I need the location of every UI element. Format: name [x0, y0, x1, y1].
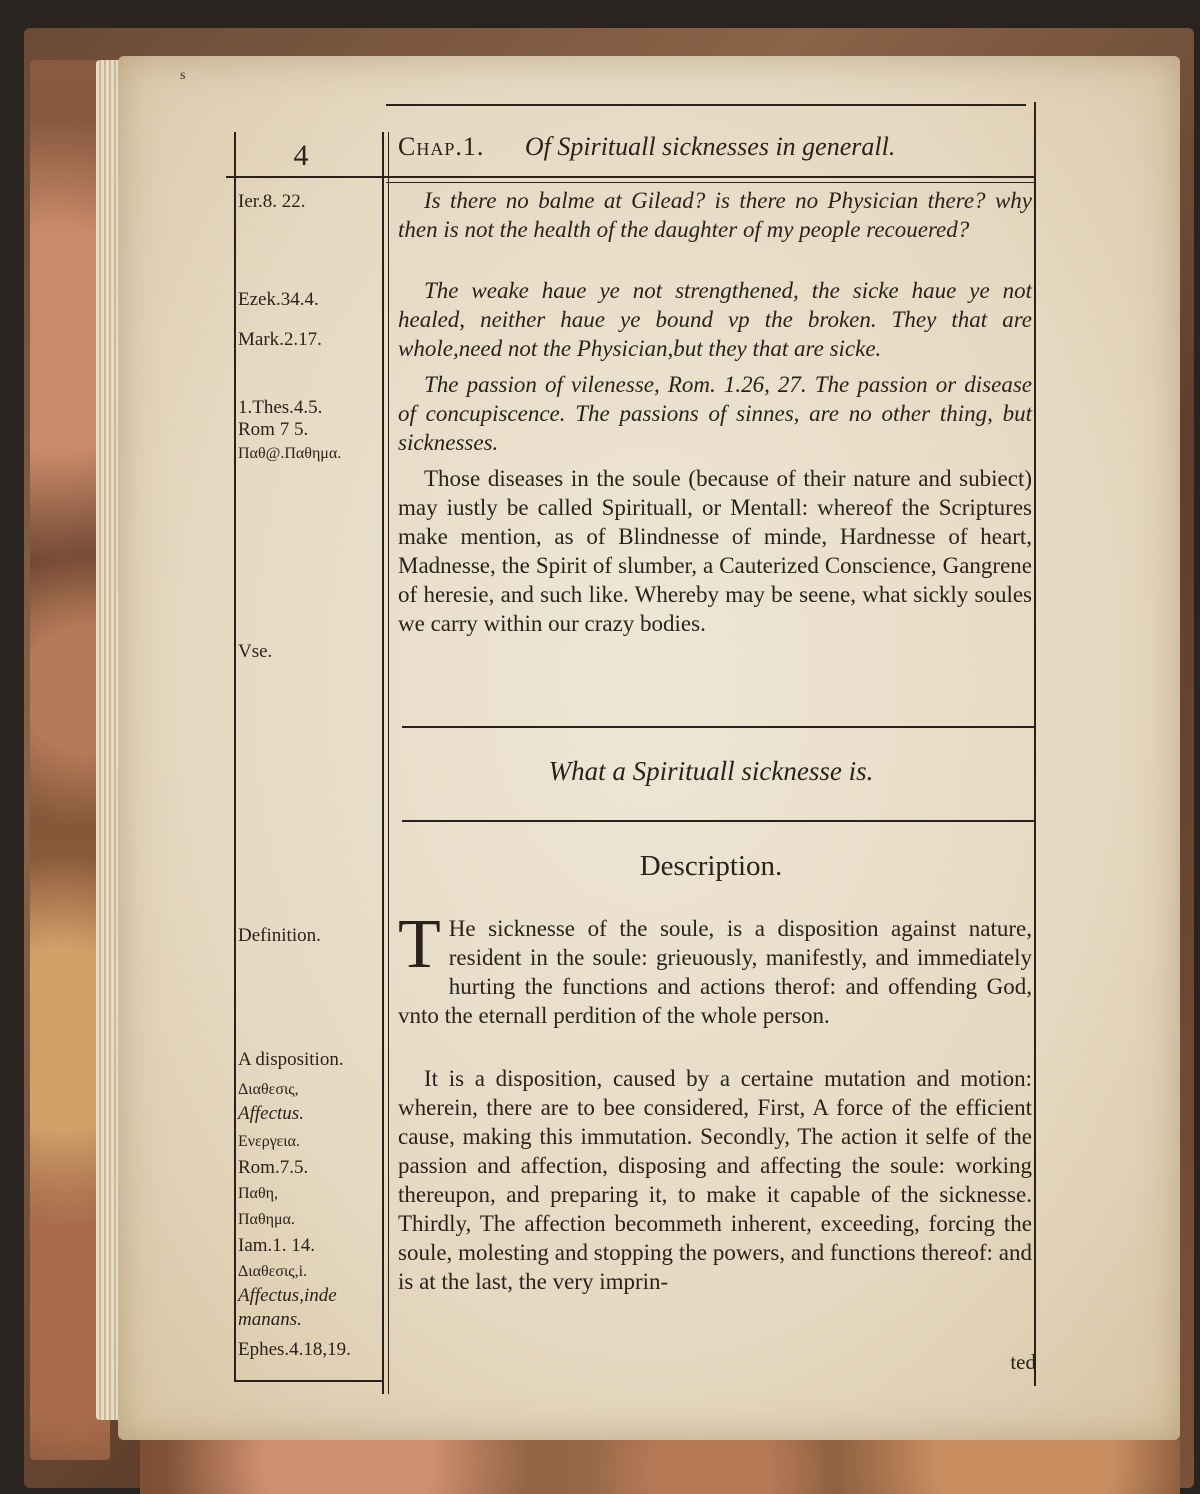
margin-note: Ενεργεια. — [238, 1133, 300, 1150]
section-heading: What a Spirituall sicknesse is. — [548, 756, 874, 786]
margin-note: Affectus,inde — [238, 1285, 337, 1306]
left-frame-rule — [234, 132, 236, 1382]
head-rule-2 — [386, 182, 1034, 183]
paragraph-ezekiel — [398, 276, 1032, 363]
paragraph-disposition — [398, 1064, 1032, 1296]
right-frame-rule — [1034, 102, 1036, 1386]
corner-mark: s — [180, 68, 186, 83]
margin-note: Rom 7 5. — [238, 419, 309, 440]
running-title: Of Spirituall sicknesses in generall. — [524, 132, 896, 161]
paragraph-text: Those diseases in the soule (because of their nature and subiect) may iustly be called Spirituall, or Mentall: whereof the Scriptures make mention, as of Blindnesse of minde, Hardnesse of heart, Madnesse, the Spirit of slumber, a Cauterized Conscience, Gangrene of heresie, and such like. Whereby may be seene, what sickly soules we carry within our crazy bodies. — [398, 466, 1032, 636]
section-rule-bottom — [402, 820, 1034, 822]
margin-note: Διαθεσις, — [238, 1081, 299, 1098]
paragraph-text: It is a disposition, caused by a certaine mutation and motion: wherein, there are to bee considered, First, A force of the efficient cause, making this immutation. Secondly, The action it selfe of the passion and affection, disposing and affecting the soule: working thereupon, and preparing it, to make it capable of the sicknesse. Thirdly, The affection becommeth inherent, exceeding, forcing the soule, molesting and stopping the powers, and functions thereof: and is at the last, the very imprin- — [398, 1066, 1032, 1294]
bottom-margin-rule — [234, 1380, 384, 1382]
paragraph-passions — [398, 370, 1032, 457]
margin-note: A disposition. — [238, 1049, 344, 1070]
margin-note: Rom.7.5. — [238, 1157, 309, 1178]
description-heading: Description. — [639, 850, 783, 882]
margin-note: Ier.8. 22. — [238, 191, 306, 212]
margin-note: Ezek.34.4. — [238, 289, 319, 310]
chapter-label: Chap.1. — [398, 132, 485, 161]
margin-note: Definition. — [238, 925, 321, 946]
margin-note: Vse. — [238, 641, 273, 662]
margin-note: Mark.2.17. — [238, 329, 322, 350]
margin-note: Παθ@.Παθημα. — [238, 445, 342, 462]
catchword: ted — [1010, 1350, 1036, 1374]
paragraph-text: Is there no balme at Gilead? is there no Physician there? why then is not the health of the daughter of my people recouered? — [398, 188, 1032, 242]
marbled-edge-bottom — [140, 1440, 1180, 1494]
margin-note: Affectus. — [238, 1103, 304, 1124]
definition-text: He sicknesse of the soule, is a disposition against nature, resident in the soule: grieuously, manifestly, and immediately hurting the functions and actions therof: and offending God, vnto the eternall perdition of the whole person. — [398, 916, 1032, 1028]
running-head — [398, 130, 1038, 164]
paragraph-jeremiah — [398, 186, 1032, 244]
margin-note: Παθημα. — [238, 1211, 295, 1228]
paragraph-text — [398, 906, 1032, 1030]
margin-note: 1.Thes.4.5. — [238, 397, 323, 418]
margin-note: Διαθεσις,i. — [238, 1263, 308, 1280]
margin-note: Παθη, — [238, 1185, 278, 1202]
margin-note: manans. — [238, 1309, 302, 1330]
margin-note: Iam.1. 14. — [238, 1235, 316, 1256]
paragraph-text: The passion of vilenesse, Rom. 1.26, 27. The passion or disease of concupiscence. The passions of sinnes, are no other thing, but sicknesses. — [398, 372, 1032, 455]
section-rule-top — [402, 726, 1034, 728]
paragraph-diseases — [398, 464, 1032, 638]
paragraph-text: The weake haue ye not strengthened, the sicke haue ye not healed, neither haue ye bound vp the broken. They that are whole,need not the Physician,but they that are sicke. — [398, 278, 1032, 361]
top-rule — [386, 104, 1026, 106]
drop-cap: T — [398, 906, 441, 983]
head-rule — [226, 176, 1034, 178]
page-number: 4 — [293, 139, 309, 172]
paragraph-definition — [398, 906, 1032, 1030]
margin-note: Ephes.4.18,19. — [238, 1339, 351, 1360]
printed-frame — [226, 102, 1036, 1392]
